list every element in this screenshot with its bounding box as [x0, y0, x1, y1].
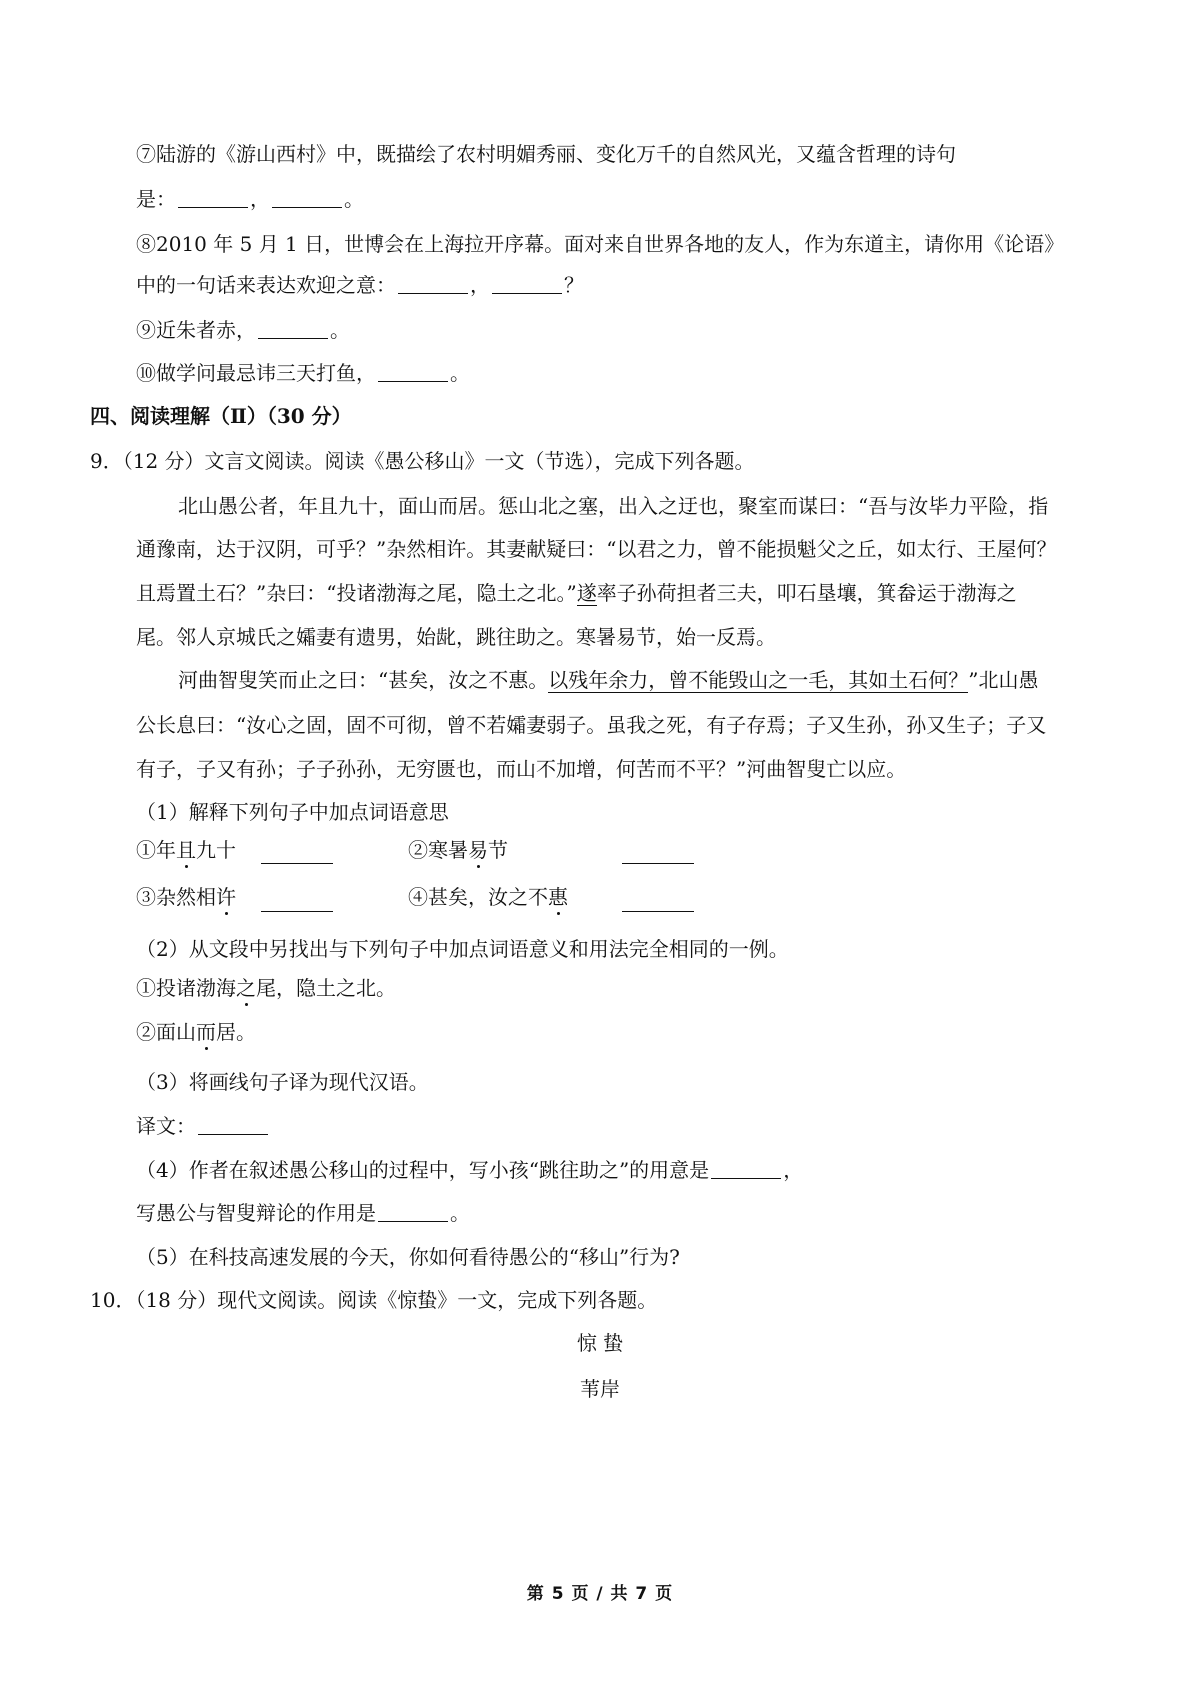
subq1-item-2: ②寒暑易节 [408, 838, 508, 862]
dotted-word: 许 [216, 885, 236, 909]
q10-end: 。 [450, 361, 470, 385]
answer-blank[interactable] [398, 273, 468, 294]
subq2-prompt: （2）从文段中另找出与下列句子中加点词语意义和用法完全相同的一例。 [136, 937, 789, 961]
subq2-item-1: ①投诸渤海之尾，隐土之北。 [136, 976, 396, 1000]
answer-blank[interactable] [258, 318, 328, 339]
q7-prefix: 是： [136, 187, 176, 211]
q10-line [136, 358, 1096, 388]
answer-blank[interactable] [622, 891, 694, 912]
q8-sep: ， [470, 273, 490, 297]
passage-p1-line3 [136, 578, 1096, 608]
passage-p1-line4: 尾。邻人京城氏之孀妻有遗男，始龀，跳往助之。寒暑易节，始一反焉。 [136, 625, 776, 649]
p2-l1-a: 河曲智叟笑而止之曰：“甚矣，汝之不惠。 [178, 668, 549, 692]
passage-p1-line2: 通豫南，达于汉阴，可乎？”杂然相许。其妻献疑曰：“以君之力，曾不能损魁父之丘，如太行、王屋何？ [136, 537, 1057, 561]
subq4-line1: （4）作者在叙述愚公移山的过程中，写小孩“跳往助之”的用意是 ， [136, 1158, 804, 1182]
q7-sep: ， [250, 187, 270, 211]
p2-l1-b: ”北山愚 [968, 668, 1039, 692]
subq1-item-1: ①年且九十 [136, 838, 236, 862]
subq2-item-2: ②面山而居。 [136, 1020, 256, 1044]
q8-end: ？ [564, 273, 584, 297]
passage-p1-line1: 北山愚公者，年且九十，面山而居。惩山北之塞，出入之迂也，聚室而谋曰：“吾与汝毕力平险，指 [178, 494, 1049, 518]
subq1-item-4: ④甚矣，汝之不惠 [408, 885, 568, 909]
passage-p2-line3: 有子，子又有孙；子子孙孙，无穷匮也，而山不加增，何苦而不平？”河曲智叟亡以应。 [136, 757, 907, 781]
dotted-word: 而 [196, 1020, 216, 1044]
subq5-prompt: （5）在科技高速发展的今天，你如何看待愚公的“移山”行为? [136, 1245, 680, 1269]
q7-line2 [136, 184, 1096, 214]
answer-blank[interactable] [261, 891, 333, 912]
answer-blank[interactable] [178, 187, 248, 208]
q10-prefix: ⑩做学问最忌讳三天打鱼， [136, 361, 376, 385]
article-author: 苇岸 [580, 1377, 620, 1401]
answer-blank[interactable] [711, 1158, 781, 1179]
q8-line2 [136, 270, 1096, 300]
answer-blank[interactable] [198, 1114, 268, 1135]
q9-end: 。 [330, 318, 350, 342]
q7-line1: ⑦陆游的《游山西村》中，既描绘了农村明媚秀丽、变化万千的自然风光，又蕴含哲理的诗句 [136, 142, 956, 166]
subq1-prompt: （1）解释下列句子中加点词语意思 [136, 800, 449, 824]
subq3-answer [136, 1111, 1096, 1141]
q8-prefix: 中的一句话来表达欢迎之意： [136, 273, 396, 297]
q7-end: 。 [344, 187, 364, 211]
p1-l3-rest: 率子孙荷担者三夫，叩石垦壤，箕畚运于渤海之 [596, 581, 1017, 605]
p1-l3-text: 且焉置土石？”杂曰：“投诸渤海之尾，隐土之北。” [136, 581, 577, 605]
underlined-word: 遂 [576, 581, 597, 605]
q8-line1: ⑧2010 年 5 月 1 日，世博会在上海拉开序幕。面对来自世界各地的友人，作为东道主，请你用《论语》 [136, 232, 1065, 256]
passage-p2-line2: 公长息曰：“汝心之固，固不可彻，曾不若孀妻弱子。虽我之死，有子存焉；子又生孙，孙又生子；子又 [136, 713, 1047, 737]
answer-blank[interactable] [492, 273, 562, 294]
q9-prefix: ⑨近朱者赤， [136, 318, 256, 342]
q10-header: 10．（18 分）现代文阅读。阅读《惊蛰》一文，完成下列各题。 [90, 1288, 658, 1312]
answer-blank[interactable] [378, 361, 448, 382]
subq1-item-3: ③杂然相许 [136, 885, 236, 909]
underlined-sentence: 以残年余力，曾不能毁山之一毛，其如土石何？ [548, 668, 969, 692]
page-footer: 第 5 页 / 共 7 页 [526, 1584, 674, 1604]
dotted-word: 且 [176, 838, 196, 862]
answer-blank[interactable] [272, 187, 342, 208]
translation-label: 译文： [136, 1114, 196, 1138]
answer-blank[interactable] [261, 843, 333, 864]
dotted-word: 惠 [548, 885, 568, 909]
q9-header: 9．（12 分）文言文阅读。阅读《愚公移山》一文（节选），完成下列各题。 [90, 449, 755, 473]
subq4-line2: 写愚公与智叟辩论的作用是 。 [136, 1201, 470, 1225]
answer-blank[interactable] [622, 843, 694, 864]
dotted-word: 之 [236, 976, 256, 1000]
subq3-prompt: （3）将画线句子译为现代汉语。 [136, 1070, 429, 1094]
section-title: 四、阅读理解（Ⅱ）（30 分） [90, 404, 352, 428]
answer-blank[interactable] [378, 1201, 448, 1222]
dotted-word: 易 [468, 838, 488, 862]
article-title: 惊 蛰 [576, 1331, 624, 1355]
passage-p2-line1 [178, 665, 1138, 695]
q9-line [136, 315, 1096, 345]
